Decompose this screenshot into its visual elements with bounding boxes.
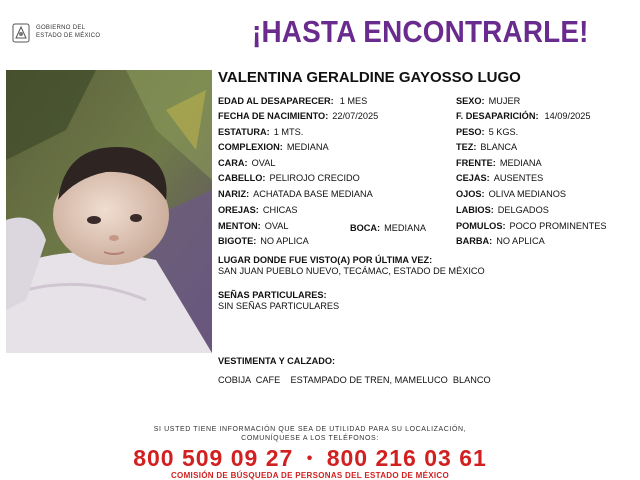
field-cara: CARA: OVAL bbox=[218, 158, 276, 168]
phone-2: 800 216 03 61 bbox=[326, 445, 487, 471]
state-seal-icon bbox=[12, 22, 30, 44]
government-logo bbox=[12, 22, 122, 46]
clothing-label: VESTIMENTA Y CALZADO: bbox=[218, 356, 336, 366]
field-cabello: CABELLO: PELIROJO CRECIDO bbox=[218, 173, 360, 183]
last-seen-label: LUGAR DONDE FUE VISTO(A) POR ÚLTIMA VEZ: bbox=[218, 255, 433, 265]
field-menton: MENTON: OVAL bbox=[218, 221, 289, 231]
last-seen-value: SAN JUAN PUEBLO NUEVO, TECÁMAC, ESTADO DE MÉXICO bbox=[218, 266, 485, 276]
distinguishing-marks-value: SIN SEÑAS PARTICULARES bbox=[218, 301, 340, 311]
field-ojos: OJOS: OLIVA MEDIANOS bbox=[456, 189, 567, 199]
phone-1: 800 509 09 27 bbox=[133, 445, 294, 471]
field-cejas: CEJAS: AUSENTES bbox=[456, 173, 544, 183]
field-nariz: NARIZ: ACHATADA BASE MEDIANA bbox=[218, 189, 373, 199]
field-barba: BARBA: NO APLICA bbox=[456, 236, 545, 246]
field-frente: FRENTE: MEDIANA bbox=[456, 158, 542, 168]
field-sexo: SEXO: MUJER bbox=[456, 96, 521, 106]
field-pomulos: POMULOS: POCO PROMINENTES bbox=[456, 221, 607, 231]
distinguishing-marks-label: SEÑAS PARTICULARES: bbox=[218, 290, 327, 300]
distinguishing-marks-block bbox=[218, 290, 339, 312]
field-nacimiento: FECHA DE NACIMIENTO: 22/07/2025 bbox=[218, 111, 379, 121]
clothing-block bbox=[218, 356, 491, 386]
phone-numbers bbox=[0, 445, 620, 472]
logo-line-1: GOBIERNO DEL bbox=[36, 25, 86, 31]
field-boca: BOCA: MEDIANA bbox=[350, 223, 426, 233]
info-line-2: COMUNÍQUESE A LOS TELÉFONOS: bbox=[241, 435, 379, 442]
field-orejas: OREJAS: CHICAS bbox=[218, 205, 298, 215]
field-labios: LABIOS: DELGADOS bbox=[456, 205, 549, 215]
field-tez: TEZ: BLANCA bbox=[456, 142, 518, 152]
logo-line-2: ESTADO DE MÉXICO bbox=[36, 33, 101, 39]
last-seen-block bbox=[218, 255, 485, 277]
baby-photo-illustration bbox=[6, 70, 212, 353]
info-line-1: SI USTED TIENE INFORMACIÓN QUE SEA DE UTILIDAD PARA SU LOCALIZACIÓN, bbox=[153, 426, 467, 433]
field-complexion: COMPLEXION: MEDIANA bbox=[218, 142, 329, 152]
clothing-value: COBIJA CAFE ESTAMPADO DE TREN, MAMELUCO BLANCO bbox=[218, 375, 491, 385]
headline: ¡HASTA ENCONTRARLE! bbox=[252, 14, 589, 49]
field-bigote: BIGOTE: NO APLICA bbox=[218, 236, 309, 246]
missing-person-photo bbox=[6, 70, 212, 353]
field-peso: PESO: 5 KGS. bbox=[456, 127, 519, 137]
field-edad: EDAD AL DESAPARECER: 1 MES bbox=[218, 96, 368, 106]
field-estatura: ESTATURA: 1 MTS. bbox=[218, 127, 304, 137]
phone-separator: • bbox=[306, 450, 314, 467]
commission-name: COMISIÓN DE BÚSQUEDA DE PERSONAS DEL ESTADO DE MÉXICO bbox=[170, 471, 449, 480]
field-desaparicion: F. DESAPARICIÓN: 14/09/2025 bbox=[456, 111, 591, 121]
person-name: VALENTINA GERALDINE GAYOSSO LUGO bbox=[218, 69, 521, 86]
